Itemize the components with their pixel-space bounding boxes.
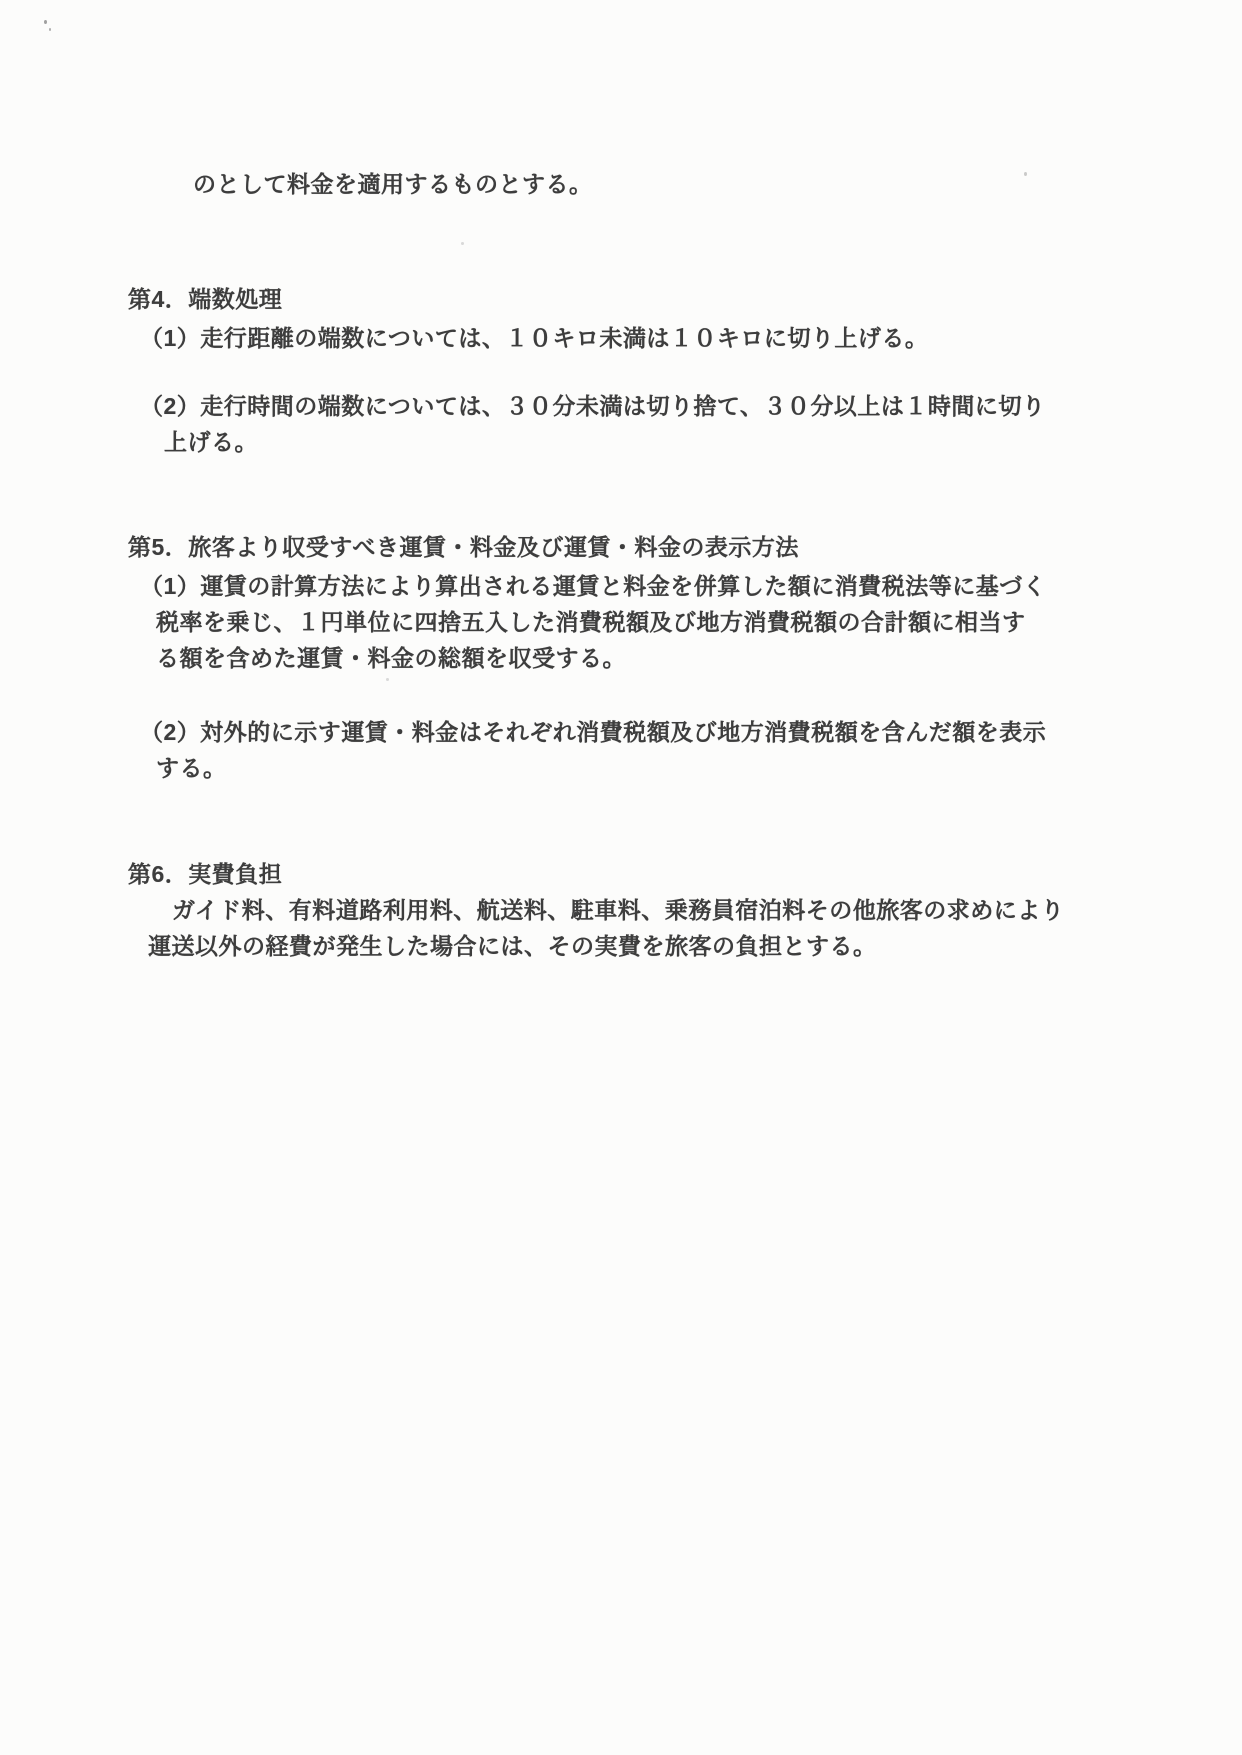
section-4-item-1-line: （1）走行距離の端数については、１０キロ未満は１０キロに切り上げる。 (140, 325, 929, 351)
scan-speck (49, 28, 51, 31)
section-4-item-2-line: 上げる。 (164, 429, 258, 455)
scan-speck (386, 678, 389, 681)
section-5-heading: 第5．旅客より収受すべき運賃・料金及び運賃・料金の表示方法 (128, 534, 799, 560)
carryover-paragraph-line: のとして料金を適用するものとする。 (193, 171, 593, 197)
section-4-item-2-line: （2）走行時間の端数については、３０分未満は切り捨て、３０分以上は１時間に切り (140, 393, 1046, 419)
section-6-paragraph-line: 運送以外の経費が発生した場合には、その実費を旅客の負担とする。 (148, 933, 877, 959)
section-5-item-1-line: る額を含めた運賃・料金の総額を収受する。 (156, 645, 626, 671)
section-6-paragraph-line: ガイド料、有料道路利用料、航送料、駐車料、乗務員宿泊料その他旅客の求めにより (172, 897, 1065, 923)
section-5-item-1-line: 税率を乗じ、１円単位に四捨五入した消費税額及び地方消費税額の合計額に相当す (156, 609, 1026, 635)
section-5-item-2-line: （2）対外的に示す運賃・料金はそれぞれ消費税額及び地方消費税額を含んだ額を表示 (140, 719, 1047, 745)
scan-speck (461, 242, 464, 245)
section-5-item-2-line: する。 (156, 755, 227, 781)
scan-speck (44, 20, 47, 24)
section-4-heading: 第4．端数処理 (128, 286, 283, 312)
section-6-heading: 第6．実費負担 (128, 861, 283, 887)
scan-speck (1024, 172, 1027, 176)
section-5-item-1-line: （1）運賃の計算方法により算出される運賃と料金を併算した額に消費税法等に基づく (140, 573, 1047, 599)
